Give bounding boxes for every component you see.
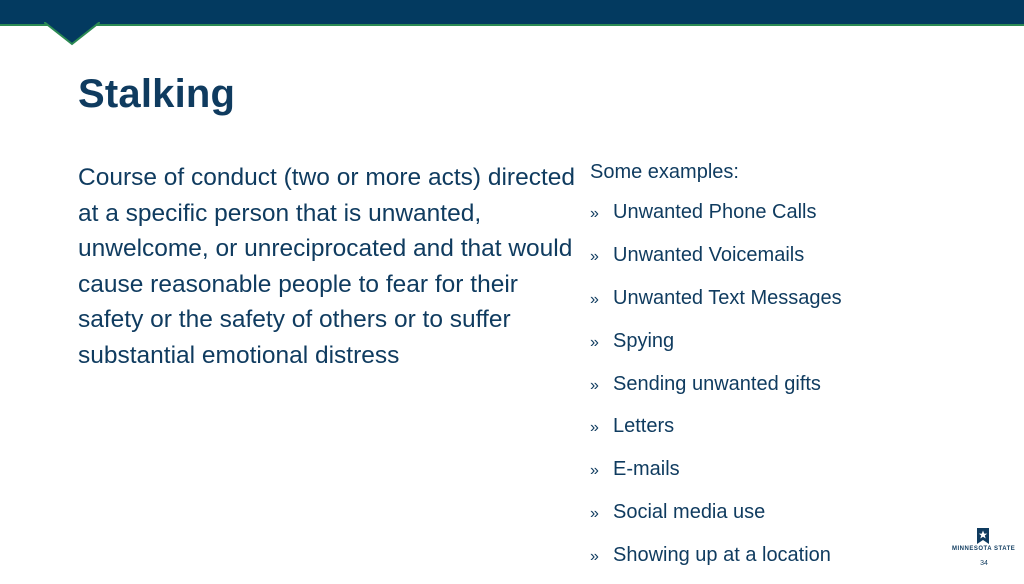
list-item [590,370,970,400]
bullet-icon: » [590,505,599,523]
page-number: 34 [980,560,988,567]
bullet-icon: » [590,376,599,394]
list-item [590,198,970,228]
bullet-icon: » [590,205,599,222]
example-text: Unwanted Phone Calls [613,201,817,223]
bullet-icon: » [590,419,599,437]
example-text: Unwanted Text Messages [613,286,842,309]
bullet-icon: » [590,548,599,566]
list-item [590,541,970,571]
example-text: Unwanted Voicemails [613,243,805,266]
star-banner-icon [977,528,989,544]
bullet-icon: » [590,290,599,308]
example-text: E-mails [613,458,680,481]
header-chevron-shape [44,22,100,46]
example-text: Spying [613,329,675,352]
list-item [590,455,970,485]
example-text: Letters [613,415,675,438]
example-text: Showing up at a location [613,544,831,567]
stalking-definition: Course of conduct (two or more acts) directed at a specific person that is unwanted, unwelcome, or unreciprocated and that would cause reasonable people to fear for their safety or the safety of others or to suffer substantial emotional distress [78,164,576,369]
examples-heading: Some examples: [590,161,739,183]
examples-panel [590,158,970,584]
list-item [590,327,970,357]
example-text: Social media use [613,501,766,524]
example-text: Sending unwanted gifts [613,372,821,395]
minnesota-state-logo [952,528,1014,558]
logo-text: MINNESOTA STATE [952,546,1016,552]
header-bar [0,0,1024,26]
list-item [590,284,970,314]
bullet-icon: » [590,247,599,265]
list-item [590,498,970,528]
list-item [590,412,970,442]
list-item [590,241,970,271]
examples-list [590,198,970,571]
slide-title: Stalking [78,72,236,116]
bullet-icon: » [590,333,599,351]
bullet-icon: » [590,462,599,480]
